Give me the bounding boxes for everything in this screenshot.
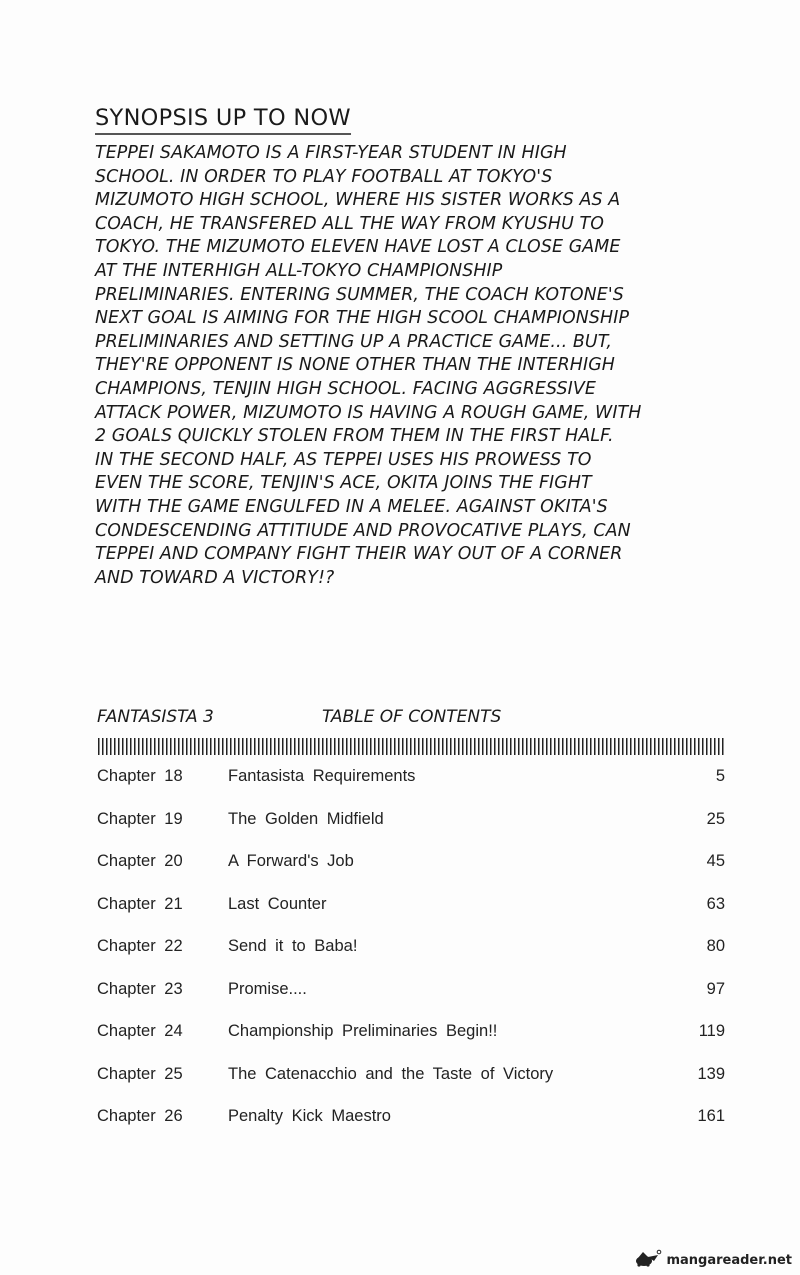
synopsis-line: NEXT GOAL IS AIMING FOR THE HIGH SCOOL CHAMPIONSHIP [95, 308, 630, 329]
toc-row[interactable] [97, 937, 727, 961]
chapter-page: 97 [706, 980, 725, 998]
synopsis-title: SYNOPSIS UP TO NOW [95, 106, 351, 135]
synopsis-line: WITH THE GAME ENGULFED IN A MELEE. AGAINST OKITA'S [95, 496, 608, 517]
chapter-page: 139 [697, 1065, 725, 1083]
chapter-label: Chapter 19 [97, 810, 183, 828]
chapter-page: 5 [715, 767, 725, 785]
synopsis-line: TEPPEI SAKAMOTO IS A FIRST-YEAR STUDENT IN HIGH [95, 143, 567, 163]
dog-logo-icon [634, 1249, 664, 1271]
volume-title: FANTASISTA 3 [97, 707, 214, 727]
chapter-label: Chapter 24 [97, 1022, 183, 1040]
synopsis-line: THEY'RE OPPONENT IS NONE OTHER THAN THE INTERHIGH [95, 355, 615, 376]
synopsis-line: TOKYO. THE MIZUMOTO ELEVEN HAVE LOST A CLOSE GAME [95, 237, 621, 258]
chapter-page: 161 [697, 1107, 725, 1125]
chapter-page: 25 [706, 810, 725, 828]
chapter-page: 119 [698, 1022, 725, 1040]
toc-row[interactable] [97, 1065, 727, 1089]
chapter-title: Penalty Kick Maestro [228, 1107, 391, 1125]
chapter-label: Chapter 23 [97, 980, 183, 998]
synopsis-line: CHAMPIONS, TENJIN HIGH SCHOOL. FACING AGGRESSIVE [95, 378, 596, 399]
synopsis-line: MIZUMOTO HIGH SCHOOL, WHERE HIS SISTER WORKS AS A [95, 190, 621, 211]
toc-row[interactable] [97, 980, 727, 1004]
chapter-label: Chapter 26 [97, 1107, 183, 1125]
synopsis-line: 2 GOALS QUICKLY STOLEN FROM THEM IN THE FIRST HALF. [95, 426, 614, 447]
chapter-title: The Catenacchio and the Taste of Victory [228, 1065, 554, 1083]
synopsis-line: TEPPEI AND COMPANY FIGHT THEIR WAY OUT OF A CORNER [95, 544, 623, 565]
synopsis-line: SCHOOL. IN ORDER TO PLAY FOOTBALL AT TOKYO'S [95, 166, 553, 187]
watermark-text: mangareader.net [666, 1252, 792, 1268]
chapter-title: Fantasista Requirements [228, 767, 416, 785]
chapter-title: Last Counter [228, 895, 327, 913]
chapter-label: Chapter 20 [97, 852, 183, 870]
chapter-page: 45 [706, 852, 725, 870]
synopsis-line: IN THE SECOND HALF, AS TEPPEI USES HIS PROWESS TO [95, 449, 592, 470]
toc-row[interactable] [97, 810, 727, 834]
chapter-page: 63 [706, 895, 725, 913]
synopsis-line: PRELIMINARIES. ENTERING SUMMER, THE COACH KOTONE'S [95, 284, 624, 305]
synopsis-body [95, 142, 695, 590]
synopsis-line: AND TOWARD A VICTORY!? [95, 567, 335, 588]
watermark[interactable] [634, 1250, 792, 1270]
chapter-title: The Golden Midfield [228, 810, 384, 828]
chapter-label: Chapter 18 [97, 767, 183, 785]
synopsis-line: AT THE INTERHIGH ALL-TOKYO CHAMPIONSHIP [95, 260, 503, 281]
toc-row[interactable] [97, 895, 727, 919]
toc-title: TABLE OF CONTENTS [322, 707, 502, 727]
chapter-title: Promise.... [228, 980, 307, 998]
barcode-divider [98, 738, 726, 755]
synopsis-line: EVEN THE SCORE, TENJIN'S ACE, OKITA JOINS THE FIGHT [95, 473, 592, 494]
toc-row[interactable] [97, 767, 727, 791]
toc-row[interactable] [97, 1107, 727, 1131]
chapter-page: 80 [706, 937, 725, 955]
toc-row[interactable] [97, 852, 727, 876]
synopsis-line: PRELIMINARIES AND SETTING UP A PRACTICE GAME... BUT, [95, 331, 613, 352]
chapter-label: Chapter 22 [97, 937, 183, 955]
chapter-title: Championship Preliminaries Begin!! [228, 1022, 498, 1040]
synopsis-line: COACH, HE TRANSFERED ALL THE WAY FROM KYUSHU TO [95, 213, 605, 234]
toc-row[interactable] [97, 1022, 727, 1046]
synopsis-line: ATTACK POWER, MIZUMOTO IS HAVING A ROUGH GAME, WITH [95, 402, 642, 423]
synopsis-line: CONDESCENDING ATTITIUDE AND PROVOCATIVE PLAYS, CAN [95, 520, 631, 541]
chapter-title: A Forward's Job [228, 852, 354, 870]
chapter-title: Send it to Baba! [228, 937, 358, 955]
chapter-label: Chapter 25 [97, 1065, 183, 1083]
chapter-label: Chapter 21 [97, 895, 183, 913]
